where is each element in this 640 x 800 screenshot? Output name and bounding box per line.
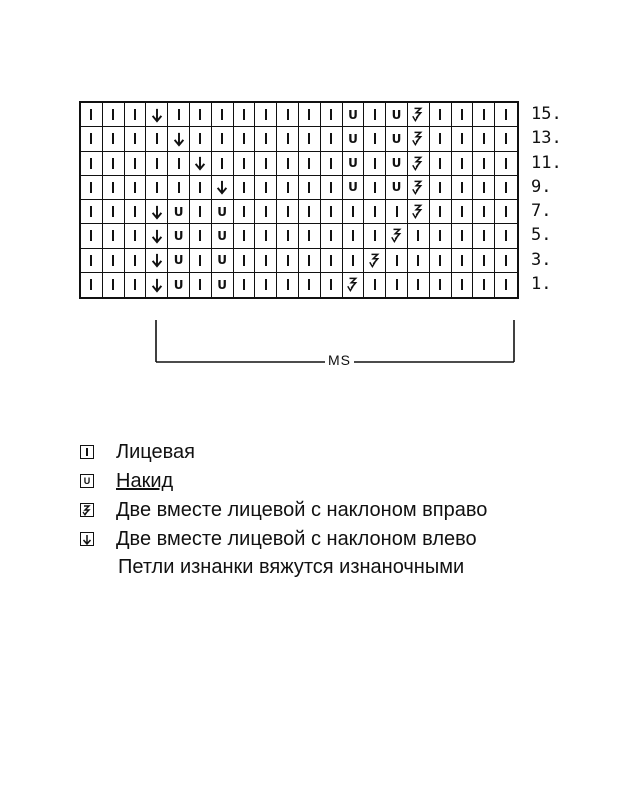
knit-stitch-cell xyxy=(255,273,277,297)
yarn-over-cell: U xyxy=(212,273,234,297)
row-number: 15. xyxy=(531,104,562,124)
knit-stitch-cell xyxy=(125,273,147,297)
knit-stitch-cell xyxy=(234,249,256,273)
knit-stitch-cell xyxy=(190,273,212,297)
knit-stitch-cell xyxy=(299,249,321,273)
knit-stitch-cell xyxy=(255,200,277,224)
knit-stitch-cell xyxy=(364,224,386,248)
knit-stitch-cell xyxy=(386,200,408,224)
yarn-over-cell: U xyxy=(168,249,190,273)
yarn-over-symbol-icon: U xyxy=(80,474,94,488)
knit-stitch-cell xyxy=(495,103,517,127)
knit-stitch-cell xyxy=(103,200,125,224)
knit-stitch-cell xyxy=(190,103,212,127)
knit-stitch-cell xyxy=(81,127,103,151)
knit-stitch-cell xyxy=(255,152,277,176)
knitting-chart-grid xyxy=(79,101,519,299)
k2tog-right-cell xyxy=(408,152,430,176)
knit-stitch-cell xyxy=(234,224,256,248)
row-number: 13. xyxy=(531,128,562,149)
knit-stitch-cell xyxy=(168,152,190,176)
knit-stitch-cell xyxy=(408,249,430,273)
knit-stitch-cell xyxy=(81,200,103,224)
knit-stitch-cell xyxy=(299,103,321,127)
knit-stitch-cell xyxy=(430,200,452,224)
knit-stitch-cell xyxy=(364,200,386,224)
knit-stitch-cell xyxy=(452,127,474,151)
knit-stitch-cell xyxy=(408,224,430,248)
legend-item-knit xyxy=(80,439,195,465)
knit-stitch-cell xyxy=(343,200,365,224)
knit-stitch-cell xyxy=(430,176,452,200)
knit-stitch-cell xyxy=(125,103,147,127)
yarn-over-cell: U xyxy=(168,224,190,248)
knit-stitch-cell xyxy=(299,127,321,151)
knit-stitch-cell xyxy=(473,273,495,297)
knit-stitch-cell xyxy=(255,249,277,273)
yarn-over-cell: U xyxy=(343,127,365,151)
yarn-over-cell: U xyxy=(386,152,408,176)
knit-stitch-cell xyxy=(103,152,125,176)
knit-stitch-cell xyxy=(452,224,474,248)
knit-stitch-cell xyxy=(321,273,343,297)
yarn-over-cell: U xyxy=(212,249,234,273)
legend-text: Лицевая xyxy=(116,440,196,463)
knit-stitch-cell xyxy=(81,152,103,176)
knit-stitch-cell xyxy=(299,224,321,248)
knit-stitch-cell xyxy=(234,103,256,127)
knit-stitch-cell xyxy=(81,224,103,248)
knit-stitch-cell xyxy=(234,200,256,224)
legend-item-k2tog-left xyxy=(80,526,477,552)
knit-stitch-cell xyxy=(255,127,277,151)
yarn-over-cell: U xyxy=(168,200,190,224)
knit-stitch-cell xyxy=(299,152,321,176)
knit-stitch-cell xyxy=(495,127,517,151)
knit-stitch-cell xyxy=(125,176,147,200)
knit-stitch-cell xyxy=(452,152,474,176)
knit-stitch-cell xyxy=(364,176,386,200)
row-number: 7. xyxy=(531,201,552,221)
knit-stitch-cell xyxy=(212,152,234,176)
knit-stitch-cell xyxy=(430,152,452,176)
knit-stitch-cell xyxy=(125,127,147,151)
knit-stitch-cell xyxy=(321,200,343,224)
knit-stitch-cell xyxy=(473,152,495,176)
row-number: 3. xyxy=(531,249,552,270)
knit-stitch-cell xyxy=(430,249,452,273)
knit-stitch-cell xyxy=(495,176,517,200)
knit-stitch-cell xyxy=(277,200,299,224)
knit-stitch-cell xyxy=(473,103,495,127)
knit-stitch-cell xyxy=(277,103,299,127)
knit-stitch-cell xyxy=(103,127,125,151)
knit-stitch-cell xyxy=(299,273,321,297)
legend-text: Две вместе лицевой с наклоном вправо xyxy=(116,498,488,521)
knit-stitch-cell xyxy=(168,103,190,127)
knit-stitch-cell xyxy=(452,200,474,224)
knit-stitch-cell xyxy=(430,127,452,151)
knit-stitch-cell xyxy=(277,127,299,151)
knit-stitch-cell xyxy=(321,224,343,248)
knit-stitch-cell xyxy=(234,152,256,176)
knit-stitch-cell xyxy=(386,249,408,273)
knit-stitch-cell xyxy=(125,200,147,224)
yarn-over-cell: U xyxy=(168,273,190,297)
knit-stitch-cell xyxy=(103,273,125,297)
knit-stitch-cell xyxy=(321,103,343,127)
knit-stitch-cell xyxy=(299,200,321,224)
knit-stitch-cell xyxy=(430,224,452,248)
row-number: 1. xyxy=(531,273,552,294)
knit-stitch-cell xyxy=(81,249,103,273)
knit-stitch-cell xyxy=(190,200,212,224)
knit-stitch-cell xyxy=(452,249,474,273)
knit-stitch-cell xyxy=(190,224,212,248)
knit-stitch-cell xyxy=(343,224,365,248)
knit-stitch-cell xyxy=(495,249,517,273)
k2tog-right-cell xyxy=(408,176,430,200)
knit-stitch-cell xyxy=(321,127,343,151)
knit-stitch-cell xyxy=(146,176,168,200)
row-number: 9. xyxy=(531,176,552,197)
knit-stitch-cell xyxy=(212,103,234,127)
knit-stitch-cell xyxy=(277,224,299,248)
knit-stitch-cell xyxy=(103,249,125,273)
knit-stitch-cell xyxy=(321,176,343,200)
knit-stitch-cell xyxy=(81,273,103,297)
knit-stitch-cell xyxy=(473,224,495,248)
knit-stitch-cell xyxy=(495,273,517,297)
knit-stitch-cell xyxy=(234,127,256,151)
knit-stitch-cell xyxy=(255,176,277,200)
knit-stitch-cell xyxy=(452,103,474,127)
yarn-over-cell: U xyxy=(386,127,408,151)
knit-stitch-cell xyxy=(190,127,212,151)
knit-stitch-cell xyxy=(364,127,386,151)
k2tog-left-cell xyxy=(146,273,168,297)
knit-stitch-cell xyxy=(473,249,495,273)
knit-stitch-cell xyxy=(277,273,299,297)
k2tog-left-cell xyxy=(146,224,168,248)
yarn-over-cell: U xyxy=(212,200,234,224)
k2tog-left-cell xyxy=(190,152,212,176)
knit-stitch-cell xyxy=(321,249,343,273)
k2tog-right-cell xyxy=(386,224,408,248)
legend-item-k2tog-right xyxy=(80,497,487,523)
knit-stitch-cell xyxy=(495,200,517,224)
knit-stitch-cell xyxy=(234,176,256,200)
k2tog-left-cell xyxy=(212,176,234,200)
k2tog-left-cell xyxy=(146,103,168,127)
knit-stitch-cell xyxy=(473,176,495,200)
knit-stitch-cell xyxy=(408,273,430,297)
k2tog-right-cell xyxy=(408,103,430,127)
row-number: 5. xyxy=(531,225,552,246)
k2tog-right-cell xyxy=(364,249,386,273)
yarn-over-cell: U xyxy=(212,224,234,248)
knit-stitch-cell xyxy=(343,249,365,273)
yarn-over-cell: U xyxy=(343,176,365,200)
yarn-over-cell: U xyxy=(386,103,408,127)
knit-stitch-cell xyxy=(452,176,474,200)
knit-stitch-cell xyxy=(321,152,343,176)
knit-stitch-cell xyxy=(277,176,299,200)
k2tog-right-cell xyxy=(408,200,430,224)
knit-stitch-cell xyxy=(103,224,125,248)
knit-stitch-cell xyxy=(430,103,452,127)
knit-stitch-cell xyxy=(364,103,386,127)
knit-stitch-cell xyxy=(473,200,495,224)
yarn-over-cell: U xyxy=(343,103,365,127)
legend-item-yarn-over xyxy=(80,468,173,494)
legend-note: Петли изнанки вяжутся изнаночными xyxy=(118,556,465,578)
k2tog-left-cell xyxy=(168,127,190,151)
k2tog-left-symbol-icon xyxy=(80,532,94,546)
ms-label: MS xyxy=(325,352,354,368)
k2tog-right-cell xyxy=(408,127,430,151)
knit-stitch-cell xyxy=(255,224,277,248)
knit-stitch-cell xyxy=(277,249,299,273)
k2tog-right-cell xyxy=(343,273,365,297)
row-number: 11. xyxy=(531,152,562,173)
knit-stitch-cell xyxy=(473,127,495,151)
knit-stitch-cell xyxy=(255,103,277,127)
knit-stitch-cell xyxy=(103,176,125,200)
legend-text: Две вместе лицевой с наклоном влево xyxy=(116,527,477,550)
knit-stitch-cell xyxy=(190,249,212,273)
knit-stitch-cell xyxy=(146,152,168,176)
knit-stitch-cell xyxy=(299,176,321,200)
k2tog-right-symbol-icon xyxy=(80,503,94,517)
yarn-over-cell: U xyxy=(386,176,408,200)
knit-stitch-cell xyxy=(495,224,517,248)
knit-symbol-icon xyxy=(80,445,94,459)
knit-stitch-cell xyxy=(168,176,190,200)
knit-stitch-cell xyxy=(125,152,147,176)
knit-stitch-cell xyxy=(386,273,408,297)
knit-stitch-cell xyxy=(103,103,125,127)
knit-stitch-cell xyxy=(277,152,299,176)
yarn-over-cell: U xyxy=(343,152,365,176)
knit-stitch-cell xyxy=(81,176,103,200)
knit-stitch-cell xyxy=(190,176,212,200)
knit-stitch-cell xyxy=(364,273,386,297)
k2tog-left-cell xyxy=(146,200,168,224)
k2tog-left-cell xyxy=(146,249,168,273)
knit-stitch-cell xyxy=(452,273,474,297)
legend-text: Накид xyxy=(116,469,174,492)
knit-stitch-cell xyxy=(146,127,168,151)
knit-stitch-cell xyxy=(364,152,386,176)
knit-stitch-cell xyxy=(81,103,103,127)
knit-stitch-cell xyxy=(234,273,256,297)
knit-stitch-cell xyxy=(125,249,147,273)
knit-stitch-cell xyxy=(125,224,147,248)
knit-stitch-cell xyxy=(212,127,234,151)
knit-stitch-cell xyxy=(495,152,517,176)
knit-stitch-cell xyxy=(430,273,452,297)
